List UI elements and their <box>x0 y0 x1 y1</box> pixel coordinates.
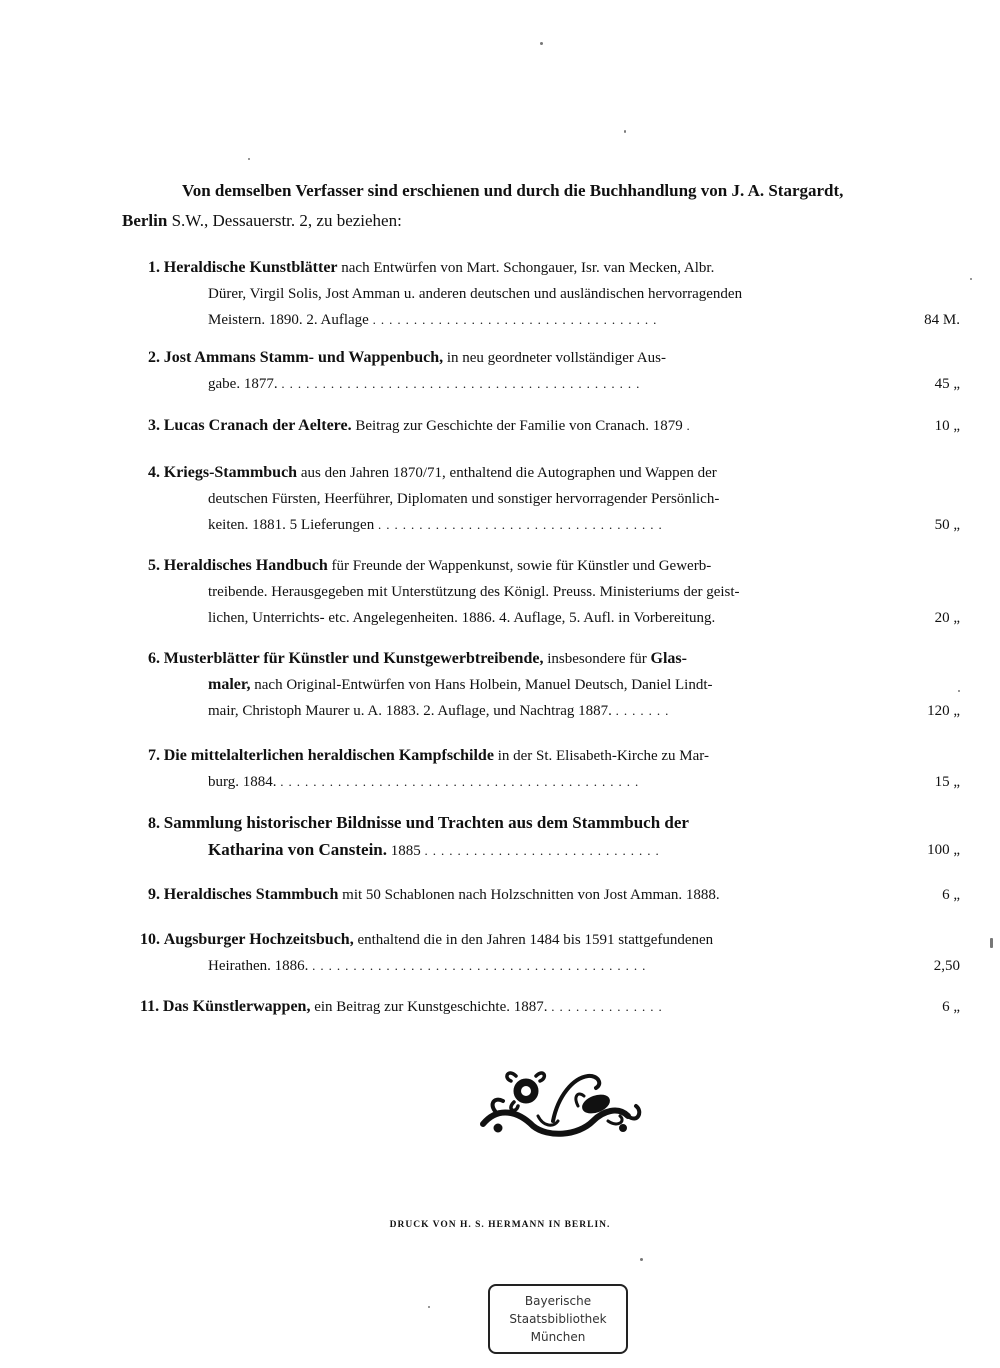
entry-price: 84 M. <box>924 312 960 328</box>
entry-price: 45 „ <box>934 376 960 392</box>
entry-text: aus den Jahren 1870/71, enthaltend die Autographen und Wappen der <box>300 465 717 481</box>
entry-text: Dürer, Virgil Solis, Jost Amman u. anderen deutschen und ausländischen hervorragenden <box>208 286 743 302</box>
entry-line <box>140 553 960 579</box>
entry-title: Jost Ammans Stamm- und Wappenbuch, <box>163 349 444 366</box>
entry-line <box>140 743 960 769</box>
entry-number: 3. <box>148 417 160 434</box>
printer-imprint: DRUCK VON H. S. HERMANN IN BERLIN. <box>389 1220 611 1230</box>
entry-line <box>140 307 960 333</box>
intro-line-2 <box>122 206 962 236</box>
entry-line <box>140 371 960 397</box>
entry-2 <box>140 345 960 397</box>
entry-line <box>140 605 960 631</box>
entry-number: 11. <box>140 998 160 1015</box>
floral-vignette-icon <box>478 1066 648 1141</box>
entry-line <box>140 512 960 538</box>
entry-price: 50 „ <box>934 517 960 533</box>
entry-number: 9. <box>148 886 160 903</box>
dot-leader: ............................. <box>424 843 664 858</box>
entry-price: 6 „ <box>942 999 960 1015</box>
entry-line <box>140 413 960 439</box>
entry-line <box>140 882 960 908</box>
scan-speck <box>970 278 972 280</box>
scan-speck <box>958 690 960 692</box>
entry-price: 6 „ <box>942 887 960 903</box>
entry-text: keiten. 1881. 5 Lieferungen <box>208 517 375 533</box>
entry-text: deutschen Fürsten, Heerführer, Diplomaten und sonstiger hervorragender Persönlich- <box>208 491 720 507</box>
entry-title: Das Künstlerwappen, <box>162 998 311 1015</box>
dot-leader: ....... <box>615 703 674 718</box>
entry-5 <box>140 553 960 631</box>
intro-city: Berlin <box>122 211 168 230</box>
entry-text: für Freunde der Wappenkunst, sowie für Künstler und Gewerb- <box>331 558 712 574</box>
entry-title: Kriegs-Stammbuch <box>163 464 298 481</box>
entry-line <box>140 698 960 724</box>
entry-title: Sammlung historischer Bildnisse und Trachten aus dem Stammbuch der <box>163 813 689 832</box>
entry-price: 20 „ <box>934 610 960 626</box>
entry-text: ein Beitrag zur Kunstgeschichte. 1887. <box>314 999 548 1015</box>
scan-speck <box>540 42 543 45</box>
entry-text: Meistern. 1890. 2. Auflage <box>208 312 369 328</box>
entry-line <box>140 953 960 979</box>
entry-number: 5. <box>148 557 160 574</box>
entry-line <box>140 460 960 486</box>
entry-line <box>140 994 960 1020</box>
entry-line <box>140 927 960 953</box>
entry-3 <box>140 413 960 439</box>
entry-line <box>140 255 960 281</box>
stamp-line-3: München <box>530 1330 586 1344</box>
entry-9 <box>140 882 960 908</box>
entry-text: lichen, Unterrichts- etc. Angelegenheiten. 1886. 4. Auflage, 5. Aufl. in Vorbereitung. <box>208 610 716 626</box>
entry-price: 2,50 <box>933 958 960 974</box>
entry-text: Heirathen. 1886. <box>208 958 309 974</box>
entry-number: 2. <box>148 349 160 366</box>
scan-speck <box>990 938 993 948</box>
intro <box>122 176 962 236</box>
entry-title: Heraldisches Stammbuch <box>163 886 339 903</box>
entry-title: Augsburger Hochzeitsbuch, <box>163 931 354 948</box>
entry-title: Die mittelalterlichen heraldischen Kampfschilde <box>163 747 494 764</box>
entry-title-cont: maler, <box>208 676 251 693</box>
entry-title-cont: Katharina von Canstein. <box>208 840 387 859</box>
entry-price: 120 „ <box>927 703 960 719</box>
dot-leader: ......................................... <box>312 958 651 973</box>
entry-1 <box>140 255 960 333</box>
entry-price: 15 „ <box>934 774 960 790</box>
entry-title-cont: Glas- <box>650 650 687 667</box>
entry-text: nach Original-Entwürfen von Hans Holbein, Manuel Deutsch, Daniel Lindt- <box>254 677 713 693</box>
entry-number: 4. <box>148 464 160 481</box>
entry-line <box>140 345 960 371</box>
dot-leader: ............................................ <box>280 774 644 789</box>
entry-4 <box>140 460 960 538</box>
entry-line <box>140 837 960 864</box>
entry-text: insbesondere für <box>547 651 647 667</box>
entry-number: 6. <box>148 650 160 667</box>
entry-number: 8. <box>148 815 160 832</box>
entry-text: in neu geordneter vollständiger Aus- <box>446 350 666 366</box>
scan-speck <box>624 130 626 133</box>
entry-text: gabe. 1877. <box>208 376 278 392</box>
entry-text: mit 50 Schablonen nach Holzschnitten von Jost Amman. 1888. <box>342 887 720 903</box>
scan-speck <box>248 158 250 160</box>
dot-leader: .............. <box>551 999 667 1014</box>
entry-11 <box>140 994 960 1020</box>
entry-title: Heraldische Kunstblätter <box>163 259 338 276</box>
entry-10 <box>140 927 960 979</box>
entry-number: 10. <box>140 931 160 948</box>
entry-line <box>140 672 960 698</box>
dot-leader: . <box>686 418 695 433</box>
entry-text: Beitrag zur Geschichte der Familie von Cranach. 1879 <box>355 418 683 434</box>
entry-text: nach Entwürfen von Mart. Schongauer, Isr. van Mecken, Albr. <box>341 260 715 276</box>
intro-line-1: Von demselben Verfasser sind erschienen und durch die Buchhandlung von J. A. Stargardt, <box>182 181 844 200</box>
entry-title: Musterblätter für Künstler und Kunstgewerbtreibende, <box>163 650 544 667</box>
entry-text: burg. 1884. <box>208 774 277 790</box>
intro-address: S.W., Dessauerstr. 2, zu beziehen: <box>167 211 402 230</box>
entry-line <box>140 810 960 837</box>
entry-text: enthaltend die in den Jahren 1484 bis 1591 stattgefundenen <box>357 932 714 948</box>
entry-8 <box>140 810 960 864</box>
entry-line <box>140 646 960 672</box>
entry-line <box>140 769 960 795</box>
entry-number: 7. <box>148 747 160 764</box>
entry-6 <box>140 646 960 724</box>
entry-text: in der St. Elisabeth-Kirche zu Mar- <box>497 748 709 764</box>
stamp-line-1: Bayerische <box>524 1294 592 1308</box>
entry-text: 1885 <box>390 843 421 859</box>
scan-speck <box>428 1306 430 1308</box>
entry-price: 10 „ <box>934 418 960 434</box>
entry-number: 1. <box>148 259 160 276</box>
entry-7 <box>140 743 960 795</box>
dot-leader: ................................... <box>372 312 662 327</box>
dot-leader: ................................... <box>377 517 667 532</box>
entry-text: treibende. Herausgegeben mit Unterstützung des Königl. Preuss. Ministeriums der geist- <box>208 584 740 600</box>
entry-title: Lucas Cranach der Aeltere. <box>163 417 352 434</box>
entry-text: mair, Christoph Maurer u. A. 1883. 2. Auflage, und Nachtrag 1887. <box>208 703 612 719</box>
dot-leader: ............................................ <box>281 376 645 391</box>
stamp-line-2: Staatsbibliothek <box>509 1312 607 1326</box>
entry-title: Heraldisches Handbuch <box>163 557 328 574</box>
scan-speck <box>640 1258 643 1261</box>
library-stamp <box>488 1284 628 1354</box>
entry-price: 100 „ <box>927 842 960 858</box>
